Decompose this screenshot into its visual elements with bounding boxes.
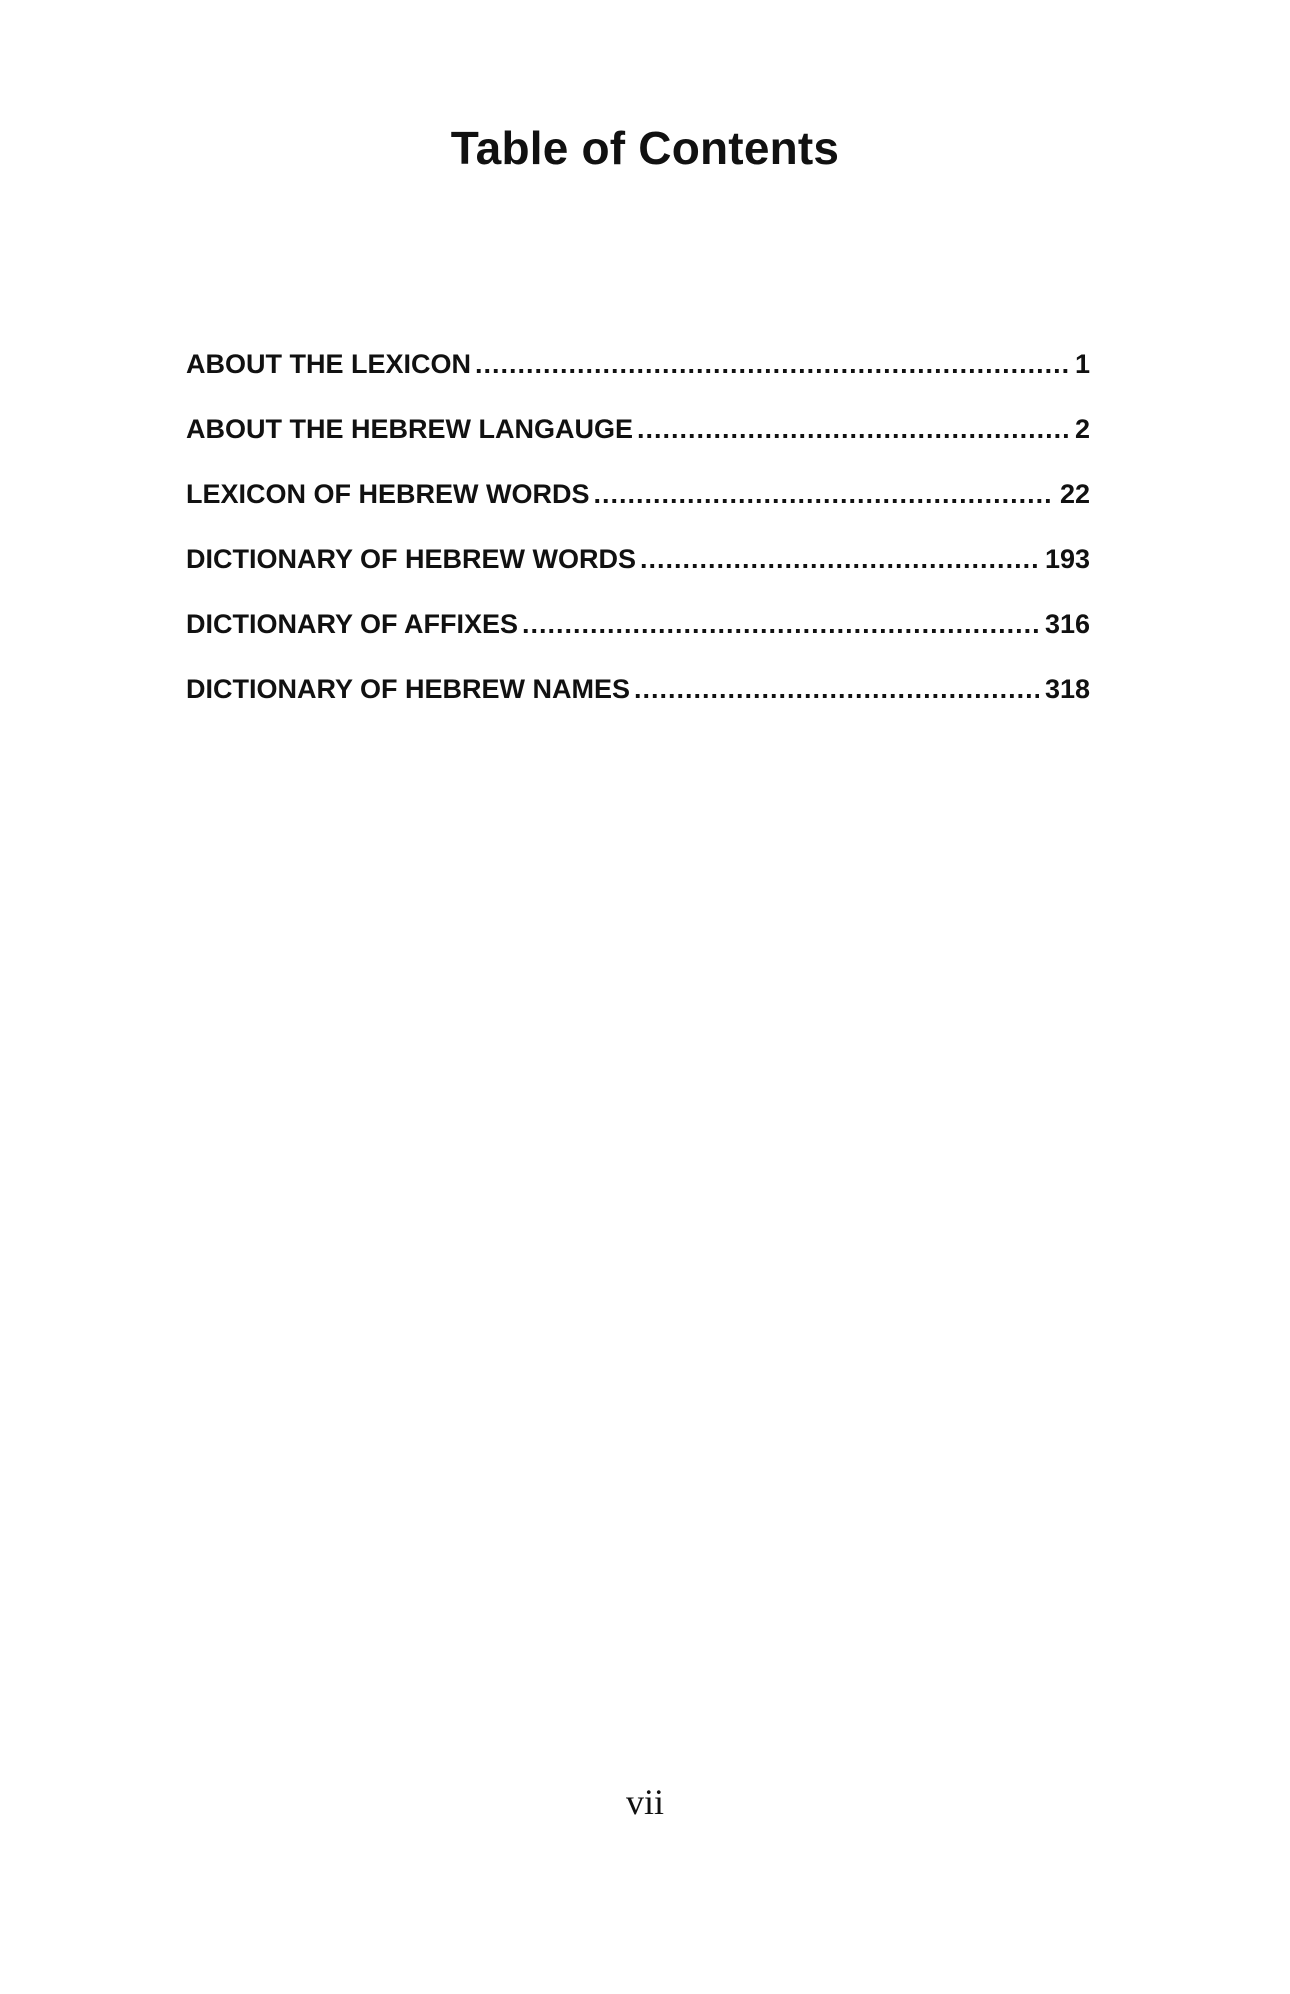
toc-entry-about-the-lexicon [186,344,1090,409]
page-title: Table of Contents [450,122,840,174]
table-of-contents [186,344,1090,734]
toc-entry-dictionary-of-affixes [186,604,1090,669]
toc-entry-label: ABOUT THE LEXICON [186,349,472,379]
toc-entry-label: DICTIONARY OF HEBREW WORDS [186,544,636,574]
toc-entry-about-the-hebrew-language [186,409,1090,474]
toc-entry-dictionary-of-hebrew-names [186,669,1090,734]
toc-dot-leader [640,539,1039,579]
toc-dot-leader [594,474,1054,514]
toc-entry-page-number: 2 [1074,414,1090,444]
page-folio: vii [625,1782,664,1822]
toc-dot-leader [634,669,1039,709]
toc-entry-label: LEXICON OF HEBREW WORDS [186,479,590,509]
toc-entry-label: ABOUT THE HEBREW LANGAUGE [186,414,633,444]
toc-entry-page-number: 22 [1059,479,1090,509]
toc-entry-page-number: 1 [1074,349,1090,379]
toc-entry-label: DICTIONARY OF AFFIXES [186,609,519,639]
toc-entry-page-number: 316 [1044,609,1090,639]
toc-entry-lexicon-of-hebrew-words [186,474,1090,539]
toc-dot-leader [522,604,1039,644]
toc-dot-leader [475,344,1069,384]
toc-entry-page-number: 318 [1044,674,1090,704]
toc-entry-dictionary-of-hebrew-words [186,539,1090,604]
toc-entry-label: DICTIONARY OF HEBREW NAMES [186,674,631,704]
toc-entry-page-number: 193 [1044,544,1090,574]
toc-dot-leader [637,409,1069,449]
